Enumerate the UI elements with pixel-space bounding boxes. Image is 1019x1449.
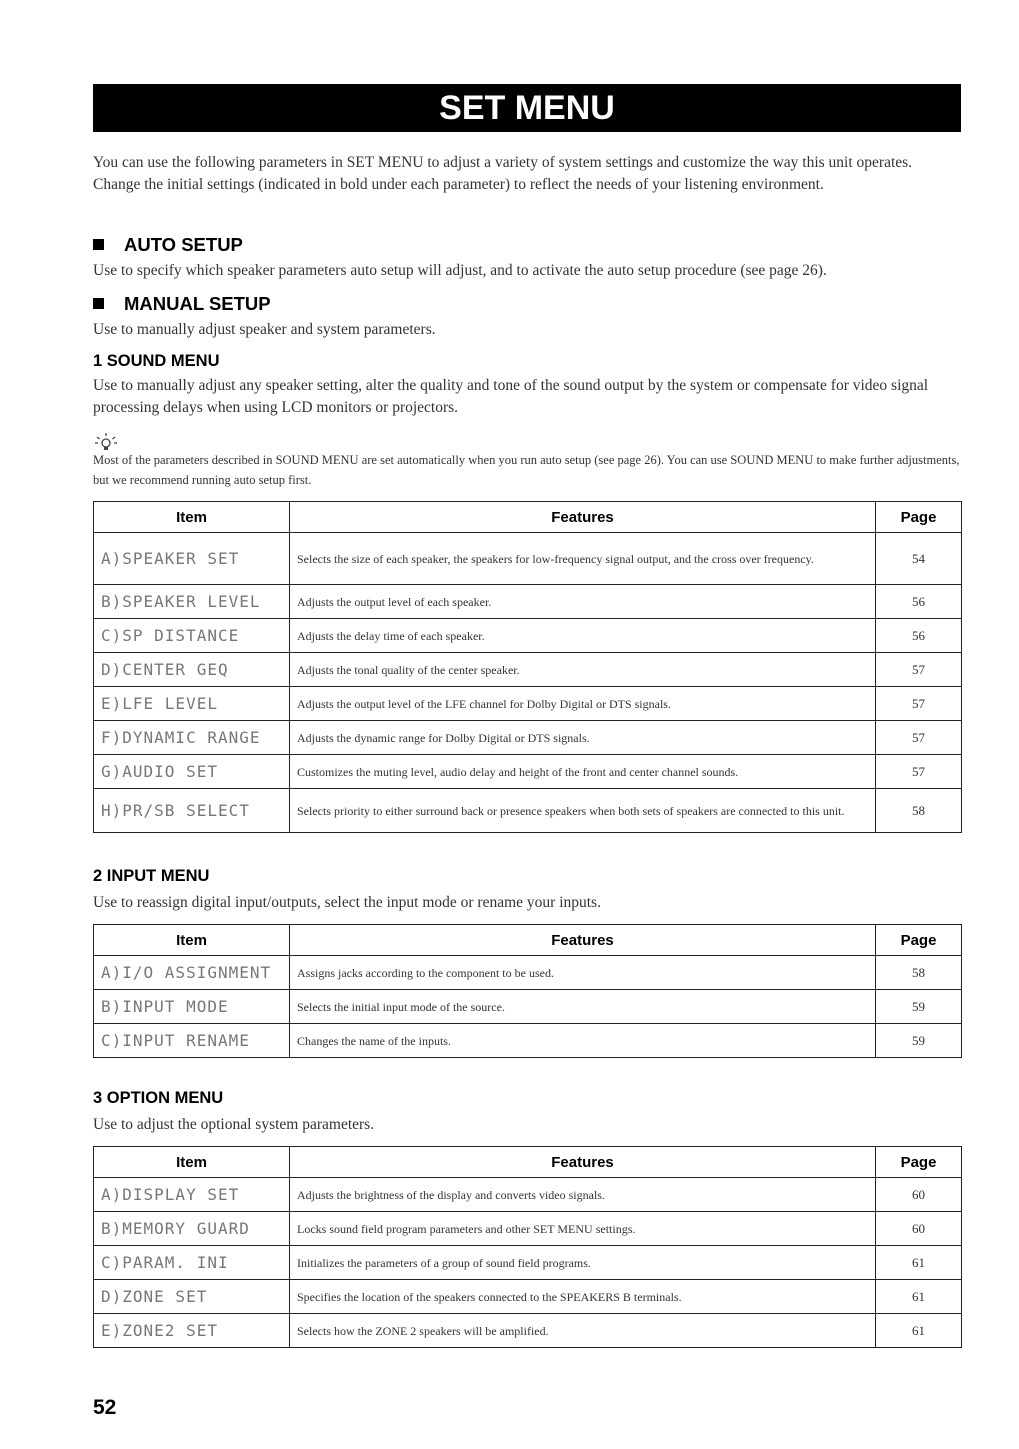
features-cell: Locks sound field program parameters and other SET MENU settings. xyxy=(290,1212,876,1246)
sound-menu-note: Most of the parameters described in SOUND MENU are set automatically when you run auto setup (see page 26). You can use SOUND MENU to make further adjustments, but we recommend running auto setup first. xyxy=(93,453,960,487)
item-cell: D)ZONE SET xyxy=(94,1280,290,1314)
features-cell: Selects the initial input mode of the source. xyxy=(290,990,876,1024)
features-cell: Changes the name of the inputs. xyxy=(290,1024,876,1058)
item-cell: C)SP DISTANCE xyxy=(94,619,290,653)
manual-setup-text: Use to manually adjust speaker and system parameters. xyxy=(93,321,436,338)
page-cell: 59 xyxy=(876,1024,962,1058)
features-cell: Initializes the parameters of a group of sound field programs. xyxy=(290,1246,876,1280)
features-cell: Adjusts the tonal quality of the center speaker. xyxy=(290,653,876,687)
sound-menu-table xyxy=(93,501,962,833)
input-menu-table xyxy=(93,924,962,1058)
bullet-square-icon xyxy=(93,298,104,309)
page-cell: 61 xyxy=(876,1246,962,1280)
features-cell: Selects the size of each speaker, the speakers for low-frequency signal output, and the cross over frequency. xyxy=(290,533,876,585)
table-row xyxy=(94,653,962,687)
item-cell: E)LFE LEVEL xyxy=(94,687,290,721)
item-cell: B)SPEAKER LEVEL xyxy=(94,585,290,619)
table-row xyxy=(94,721,962,755)
features-cell: Adjusts the output level of the LFE channel for Dolby Digital or DTS signals. xyxy=(290,687,876,721)
table-row xyxy=(94,533,962,585)
header-item: Item xyxy=(94,502,290,533)
item-cell: F)DYNAMIC RANGE xyxy=(94,721,290,755)
table-row xyxy=(94,789,962,833)
header-item: Item xyxy=(94,1147,290,1178)
item-cell: B)MEMORY GUARD xyxy=(94,1212,290,1246)
item-cell: D)CENTER GEQ xyxy=(94,653,290,687)
page-cell: 58 xyxy=(876,789,962,833)
table-header-row xyxy=(94,1147,962,1178)
table-row xyxy=(94,619,962,653)
table-row xyxy=(94,990,962,1024)
features-cell: Adjusts the brightness of the display and converts video signals. xyxy=(290,1178,876,1212)
page-cell: 59 xyxy=(876,990,962,1024)
page-cell: 57 xyxy=(876,653,962,687)
intro-text: You can use the following parameters in SET MENU to adjust a variety of system settings and customize the way this unit operates. Change the initial settings (indicated in bold under each parameter) to reflect the needs of your listening environment. xyxy=(93,154,913,193)
item-cell: E)ZONE2 SET xyxy=(94,1314,290,1348)
option-menu-text: Use to adjust the optional system parameters. xyxy=(93,1116,375,1133)
input-menu-text: Use to reassign digital input/outputs, select the input mode or rename your inputs. xyxy=(93,894,601,911)
option-menu-heading: 3 OPTION MENU xyxy=(93,1089,224,1107)
input-menu-heading: 2 INPUT MENU xyxy=(93,867,210,885)
table-row xyxy=(94,687,962,721)
manual-setup-heading: MANUAL SETUP xyxy=(93,293,271,315)
page-cell: 57 xyxy=(876,687,962,721)
table-header-row xyxy=(94,502,962,533)
page-number: 52 xyxy=(93,1396,117,1419)
item-cell: B)INPUT MODE xyxy=(94,990,290,1024)
sound-menu-heading: 1 SOUND MENU xyxy=(93,352,220,370)
item-cell: G)AUDIO SET xyxy=(94,755,290,789)
header-page: Page xyxy=(876,502,962,533)
table-row xyxy=(94,1314,962,1348)
header-features: Features xyxy=(290,502,876,533)
table-row xyxy=(94,1178,962,1212)
table-row xyxy=(94,956,962,990)
page-title: SET MENU xyxy=(93,84,961,132)
bullet-square-icon xyxy=(93,239,104,250)
header-page: Page xyxy=(876,925,962,956)
page-cell: 60 xyxy=(876,1178,962,1212)
features-cell: Assigns jacks according to the component to be used. xyxy=(290,956,876,990)
features-cell: Selects priority to either surround back or presence speakers when both sets of speakers are connected to this unit. xyxy=(290,789,876,833)
table-row xyxy=(94,585,962,619)
header-item: Item xyxy=(94,925,290,956)
sound-menu-text: Use to manually adjust any speaker setting, alter the quality and tone of the sound output by the system or compensate for video signal processing delays when using LCD monitors or projectors. xyxy=(93,377,929,416)
auto-setup-text: Use to specify which speaker parameters auto setup will adjust, and to activate the auto setup procedure (see page 26). xyxy=(93,262,827,279)
item-cell: A)I/O ASSIGNMENT xyxy=(94,956,290,990)
features-cell: Adjusts the dynamic range for Dolby Digital or DTS signals. xyxy=(290,721,876,755)
page-cell: 60 xyxy=(876,1212,962,1246)
features-cell: Selects how the ZONE 2 speakers will be amplified. xyxy=(290,1314,876,1348)
item-cell: A)DISPLAY SET xyxy=(94,1178,290,1212)
table-header-row xyxy=(94,925,962,956)
table-row xyxy=(94,755,962,789)
table-row xyxy=(94,1246,962,1280)
item-cell: A)SPEAKER SET xyxy=(94,533,290,585)
table-row xyxy=(94,1280,962,1314)
item-cell: C)INPUT RENAME xyxy=(94,1024,290,1058)
page-cell: 57 xyxy=(876,721,962,755)
light-bulb-icon xyxy=(93,432,119,452)
header-features: Features xyxy=(290,1147,876,1178)
features-cell: Customizes the muting level, audio delay and height of the front and center channel sounds. xyxy=(290,755,876,789)
table-row xyxy=(94,1212,962,1246)
page-cell: 61 xyxy=(876,1314,962,1348)
page-cell: 57 xyxy=(876,755,962,789)
header-features: Features xyxy=(290,925,876,956)
option-menu-table xyxy=(93,1146,962,1348)
page-cell: 61 xyxy=(876,1280,962,1314)
page-cell: 54 xyxy=(876,533,962,585)
page-cell: 56 xyxy=(876,585,962,619)
auto-setup-heading: AUTO SETUP xyxy=(93,234,243,256)
item-cell: H)PR/SB SELECT xyxy=(94,789,290,833)
features-cell: Adjusts the delay time of each speaker. xyxy=(290,619,876,653)
header-page: Page xyxy=(876,1147,962,1178)
table-row xyxy=(94,1024,962,1058)
features-cell: Adjusts the output level of each speaker. xyxy=(290,585,876,619)
item-cell: C)PARAM. INI xyxy=(94,1246,290,1280)
page-cell: 58 xyxy=(876,956,962,990)
features-cell: Specifies the location of the speakers connected to the SPEAKERS B terminals. xyxy=(290,1280,876,1314)
page-cell: 56 xyxy=(876,619,962,653)
